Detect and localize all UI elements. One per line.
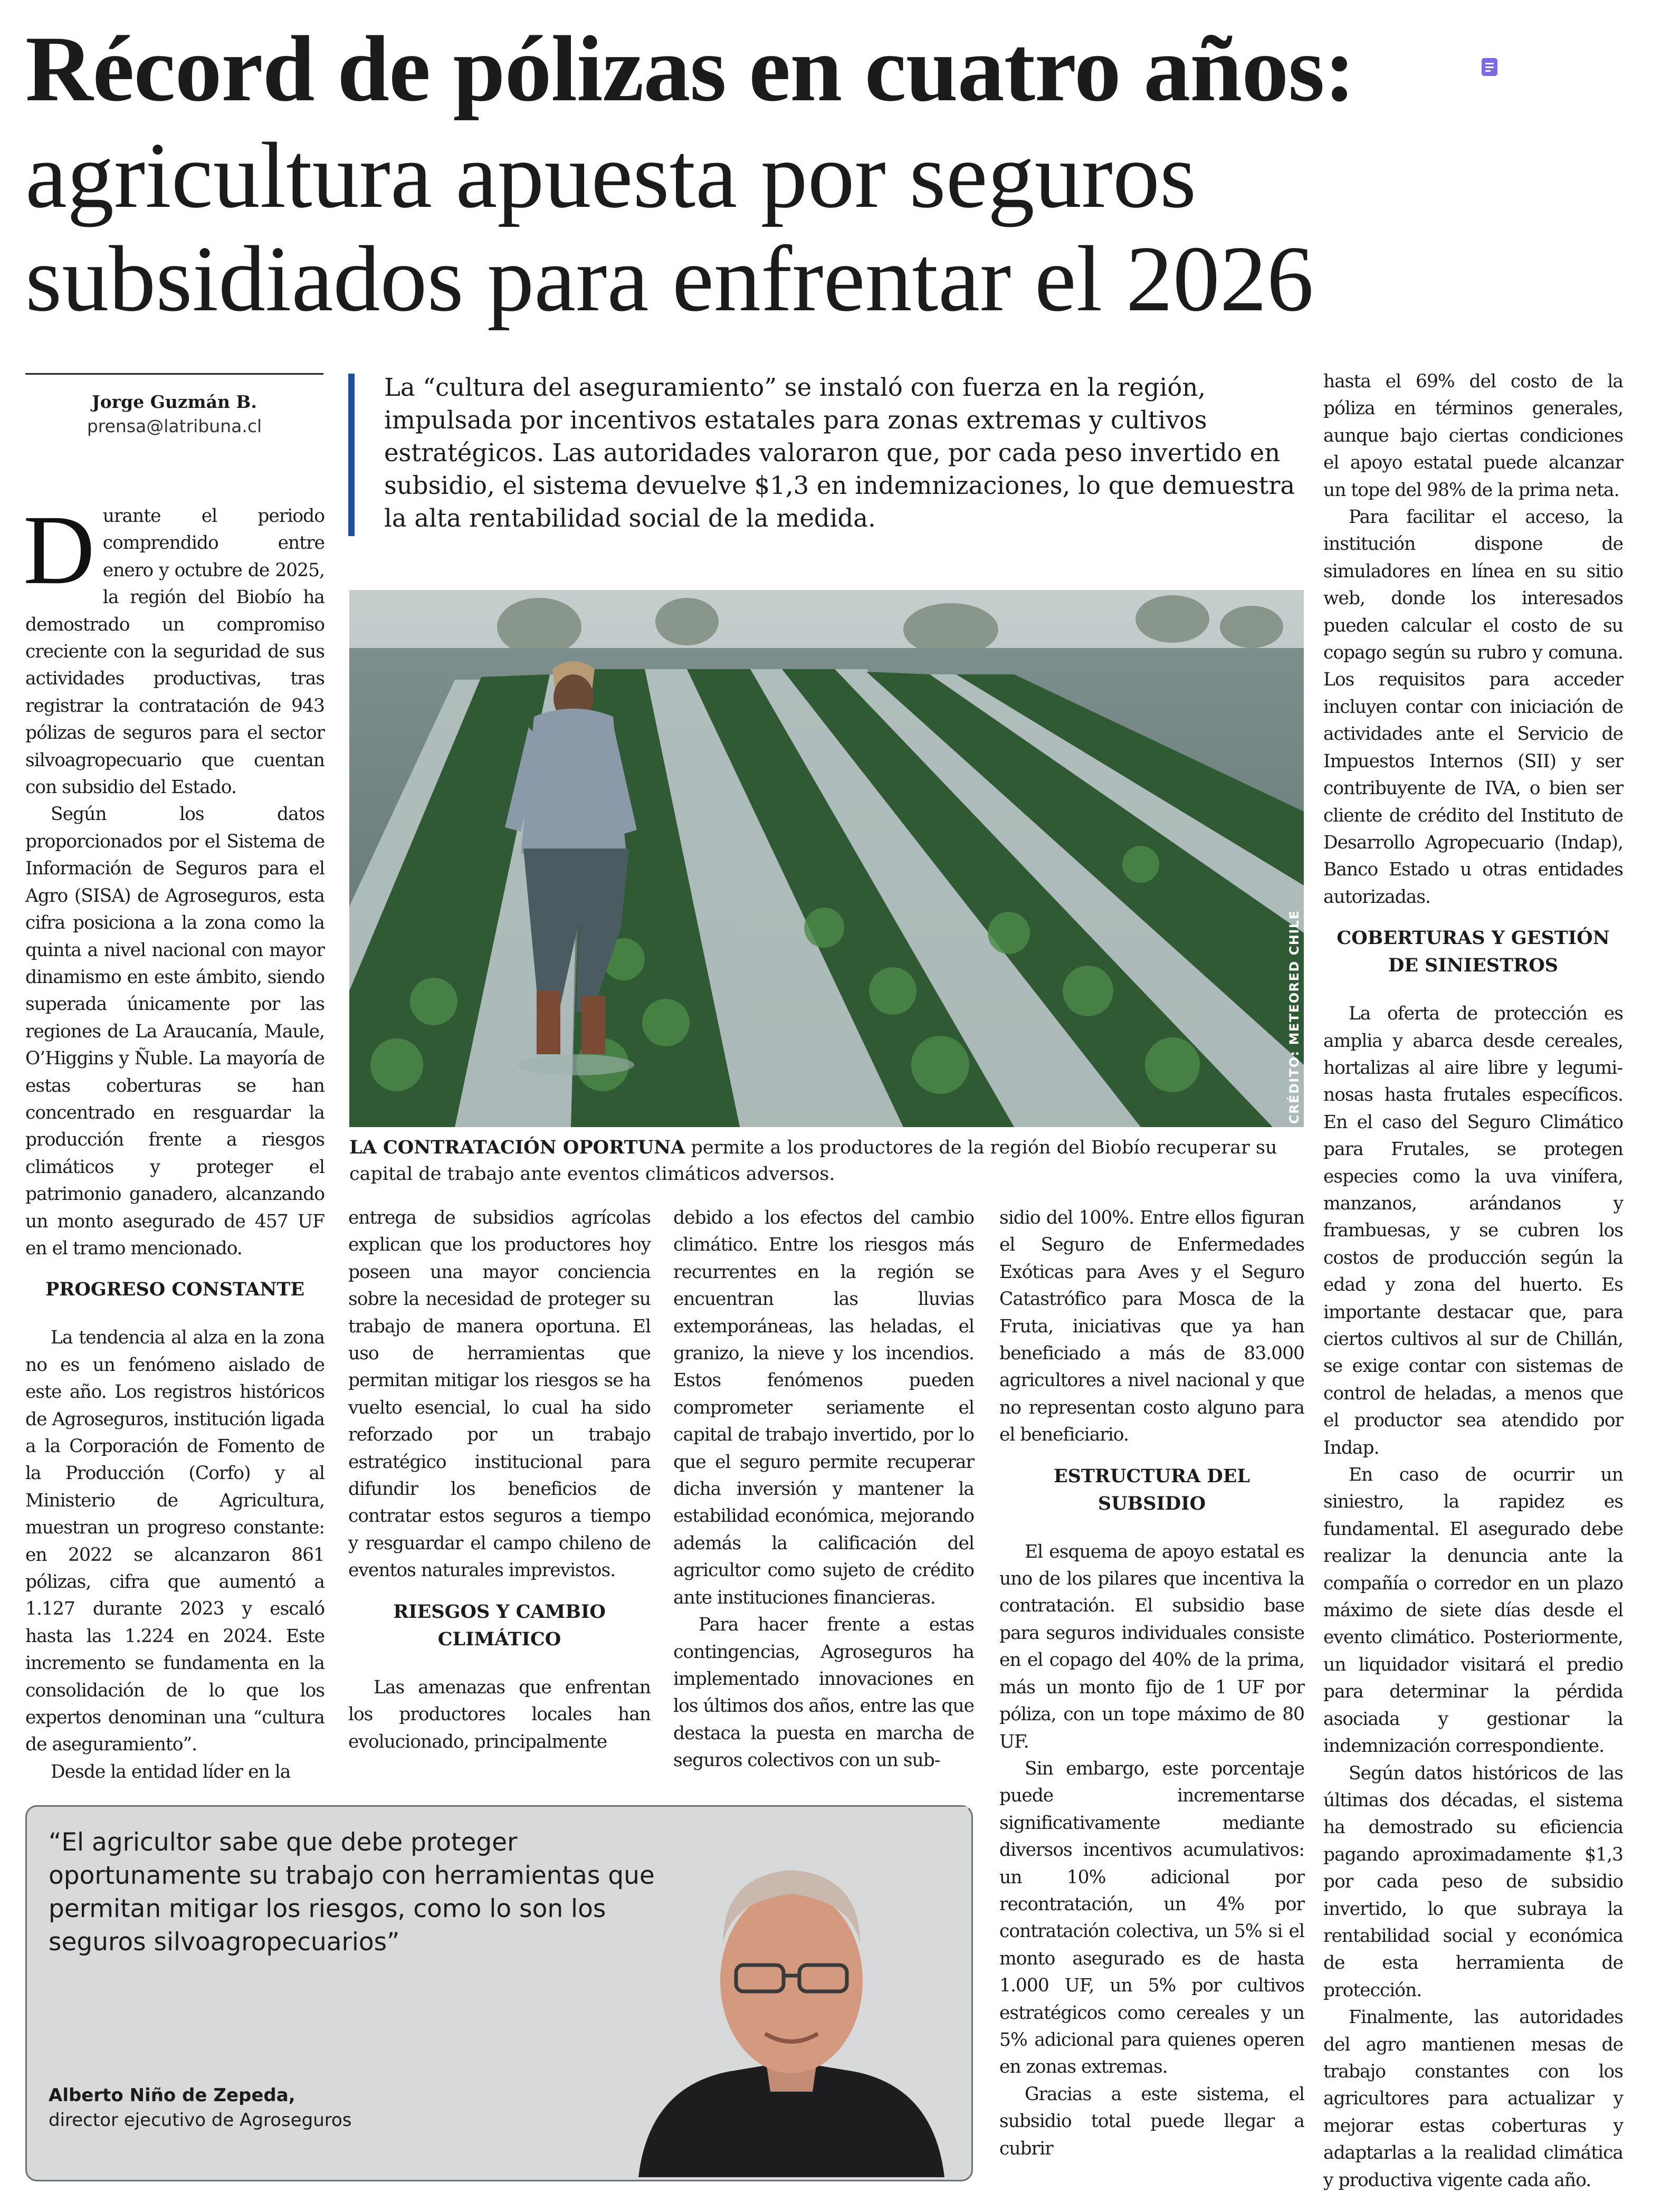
paragraph: El esquema de apoyo estatal es uno de los pilares que incentiva la contratación. El subsidio base para seguros individuales consiste en el copago del 40% de la prima, más un monto fijo de 1 UF por póliza, con un tope máximo de 80 UF. (999, 1541, 1304, 1752)
paragraph: entrega de subsidios agrícolas explican que los productores hoy poseen una mayor conciencia sobre la necesidad de proteger su trabajo de manera oportuna. El uso de herramientas que permitan mitigar los riesgos se ha vuelto esencial, lo cual ha sido reforzado por un trabajo estratégico institucional para difundir los beneficios de contratar estos seguros a tiempo y resguardar el campo chileno de eventos naturales imprevistos. (348, 1207, 651, 1581)
section-heading: PROGRESO CONSTANTE (45, 1279, 305, 1301)
byline-divider (25, 373, 323, 375)
caption-lead: LA CONTRATACIÓN OPORTUNA (349, 1137, 685, 1158)
article-column-3 (673, 1205, 974, 1775)
paragraph: Según datos históricos de las últimas dos décadas, el sistema ha demostrado su eficiencia pagando aproximadamente $1,3 por cada peso de subsidio invertido, lo que subraya la rentabilidad social y económica de esta herramienta de protección. (1323, 1762, 1623, 2001)
paragraph: La tendencia al alza en la zona no es un fenómeno aislado de este año. Los registros históricos de Agroseguros, institución ligada a la Corporación de Fomento de la Producción (Corfo) y al Ministerio de Agricultura, muestran un progreso constante: en 2022 se alcanzaron 861 pólizas, cifra que aumentó a 1.127 durante 2023 y escaló hasta las 1.224 en 2024. Este incremento se fundamenta en la consolidación de lo que los expertos denominan una “cultura de aseguramiento”. (25, 1327, 324, 1756)
paragraph: Sin embargo, este porcentaje puede incrementarse significativamente mediante diversos incentivos acumulativos: un 10% adicional por recontratación, un 4% por contratación colectiva, un 5% si el monto asegurado es de hasta 1.000 UF, un 5% por cultivos estratégicos como cereales y un 5% adicional para quienes operen en zonas extremas. (999, 1758, 1304, 2078)
article-photo (349, 590, 1304, 1127)
section-heading: COBERTURAS Y GESTIÓN DE SINIESTROS (1337, 927, 1610, 977)
paragraph: sidio del 100%. Entre ellos figuran el Seguro de Enfermedades Exóticas para Aves y el Seguro Catastrófico para Mosca de la Fruta, iniciativas que ya han beneficiado a más de 83.000 agricultores a nivel nacional y que no representan costo alguno para el beneficiario. (999, 1207, 1304, 1446)
headline-line1: Récord de pólizas en cuatro años: (25, 16, 1355, 121)
paragraph: Finalmente, las autoridades del agro mantienen mesas de trabajo constantes con los agricultores para actualizar y mejorar estas coberturas y adaptarlas a la realidad climática y productiva vigente cada año. (1323, 2007, 1623, 2191)
paragraph: debido a los efectos del cambio climático. Entre los riesgos más recurrentes en la región se encuentran las lluvias extemporáneas, las heladas, el granizo, la nieve y los incendios. Estos fenómenos pueden comprometer seriamente el capital de trabajo invertido, por lo que el seguro permite recuperar dicha inversión y mantener la estabilidad económica, mejorando además la calificación del agricultor como sujeto de crédito ante instituciones financieras. (673, 1207, 974, 1608)
caption-text: permite a los productores de la región del Biobío recuperar su capital de trabajo ante eventos climáticos adversos. (349, 1137, 1277, 1185)
paragraph-text: urante el periodo comprendido entre enero y octubre de 2025, la región del Biobío ha demostrado un compromiso creciente con la seguridad de sus actividades productivas, tras registrar la contratación de 943 pólizas de seguros para el sector silvoagropecuario que cuentan con subsidio del Estado. (25, 506, 324, 798)
article-column-1 (23, 494, 324, 1786)
pull-quote: “El agricultor sabe que debe proteger oportunamente su trabajo con herramientas que permitan mitigar los riesgos, como lo son los seguros silvoagropecuarios” (49, 1828, 655, 1957)
lead-accent-bar (348, 374, 355, 536)
photo-caption (349, 1134, 1304, 1187)
note-icon[interactable] (1482, 58, 1497, 76)
paragraph: Según los datos proporcionados por el Sistema de Información de Seguros para el Agro (SISA) de Agroseguros, esta cifra posiciona a la zona como la quinta a nivel nacional con mayor dinamismo en este ámbito, siendo superada únicamente por las regiones de La Araucanía, Maule, O’Higgins y Ñuble. La mayoría de estas coberturas se han concentrado en resguardar la producción frente a riesgos climáticos y proteger el patrimonio ganadero, alcanzando un monto asegurado de 457 UF en el tramo mencionado. (25, 804, 324, 1259)
headline-line2: agricultura apuesta por seguros subsidiados para enfrentar el 2026 (25, 123, 1314, 331)
paragraph: Las amenazas que enfrentan los productores locales han evolucionado, principalmente (348, 1676, 651, 1752)
paragraph: Gracias a este sistema, el subsidio total puede llegar a cubrir (999, 2083, 1304, 2159)
paragraph: En caso de ocurrir un siniestro, la rapidez es fundamental. El asegurado debe realizar la denuncia ante la compañía o corredor en un plazo máximo de siete días desde el evento climático. Posteriormente, un liquidador visitará el predio para determinar la pérdida asociada y gestionar la indemnización correspondiente. (1323, 1464, 1623, 1757)
byline-author: Jorge Guzmán B. (92, 392, 257, 412)
byline-email[interactable]: prensa@latribuna.cl (87, 416, 262, 436)
article-column-4 (999, 1205, 1304, 2162)
photo-credit-text: CRÉDITO: METEORED CHILE (1287, 910, 1302, 1124)
article-column-2 (348, 1205, 651, 1756)
article-column-5 (1323, 368, 1623, 2194)
paragraph: Desde la entidad líder en la (51, 1761, 291, 1782)
lead-paragraph: La “cultura del aseguramiento” se instaló con fuerza en la región, impulsada por incentivos estatales para zonas extremas y cultivos estratégicos. Las autoridades valoraron que, por cada peso invertido en subsidio, el sistema devuelve $1,3 en indemnizaciones, lo que demuestra la alta rentabilidad social de la medida. (384, 373, 1295, 532)
section-heading: RIESGOS Y CAMBIO CLIMÁTICO (393, 1600, 606, 1650)
paragraph: hasta el 69% del costo de la póliza en términos generales, aunque bajo ciertas condiciones el apoyo estatal puede alcanzar un tope del 98% de la prima neta. (1323, 371, 1623, 501)
paragraph: La oferta de protección es amplia y abarca desde cereales, hortalizas al aire libre y leguminosas hasta frutales específicos. En el caso del Seguro Climático para Frutales, se protegen especies como la uva vinífera, manzanos, arándanos y frambuesas, y se cubren los costos de producción según la edad y zona del huerto. Es importante destacar que, para ciertos cultivos al sur de Chillán, se exige contar con sistemas de control de heladas, a menos que el productor sea atendido por Indap. (1323, 1003, 1623, 1458)
photo-credit (1284, 802, 1305, 1129)
drop-cap: D (23, 494, 94, 605)
section-heading: ESTRUCTURA DEL SUBSIDIO (1053, 1465, 1250, 1514)
paragraph: Para facilitar el acceso, la institución dispone de simuladores en línea en su sitio web, donde los interesados pueden calcular el costo de su copago según su rubro y comuna. Los requisitos para acceder incluyen contar con iniciación de actividades ante el Servicio de Impuestos Internos (SII) y ser contribuyente de IVA, o bien ser cliente de crédito del Instituto de Desarrollo Agropecuario (Indap), Banco Estado u otras entidades autorizadas. (1323, 507, 1623, 908)
paragraph: Para hacer frente a estas contingencias, Agroseguros ha implementado innovaciones en los últimos dos años, entre las que destaca la puesta en marcha de seguros colectivos con un sub- (673, 1614, 974, 1771)
quote-author: Alberto Niño de Zepeda, (49, 2085, 295, 2106)
quote-author-role: director ejecutivo de Agroseguros (49, 2110, 352, 2131)
paragraph (23, 494, 324, 801)
